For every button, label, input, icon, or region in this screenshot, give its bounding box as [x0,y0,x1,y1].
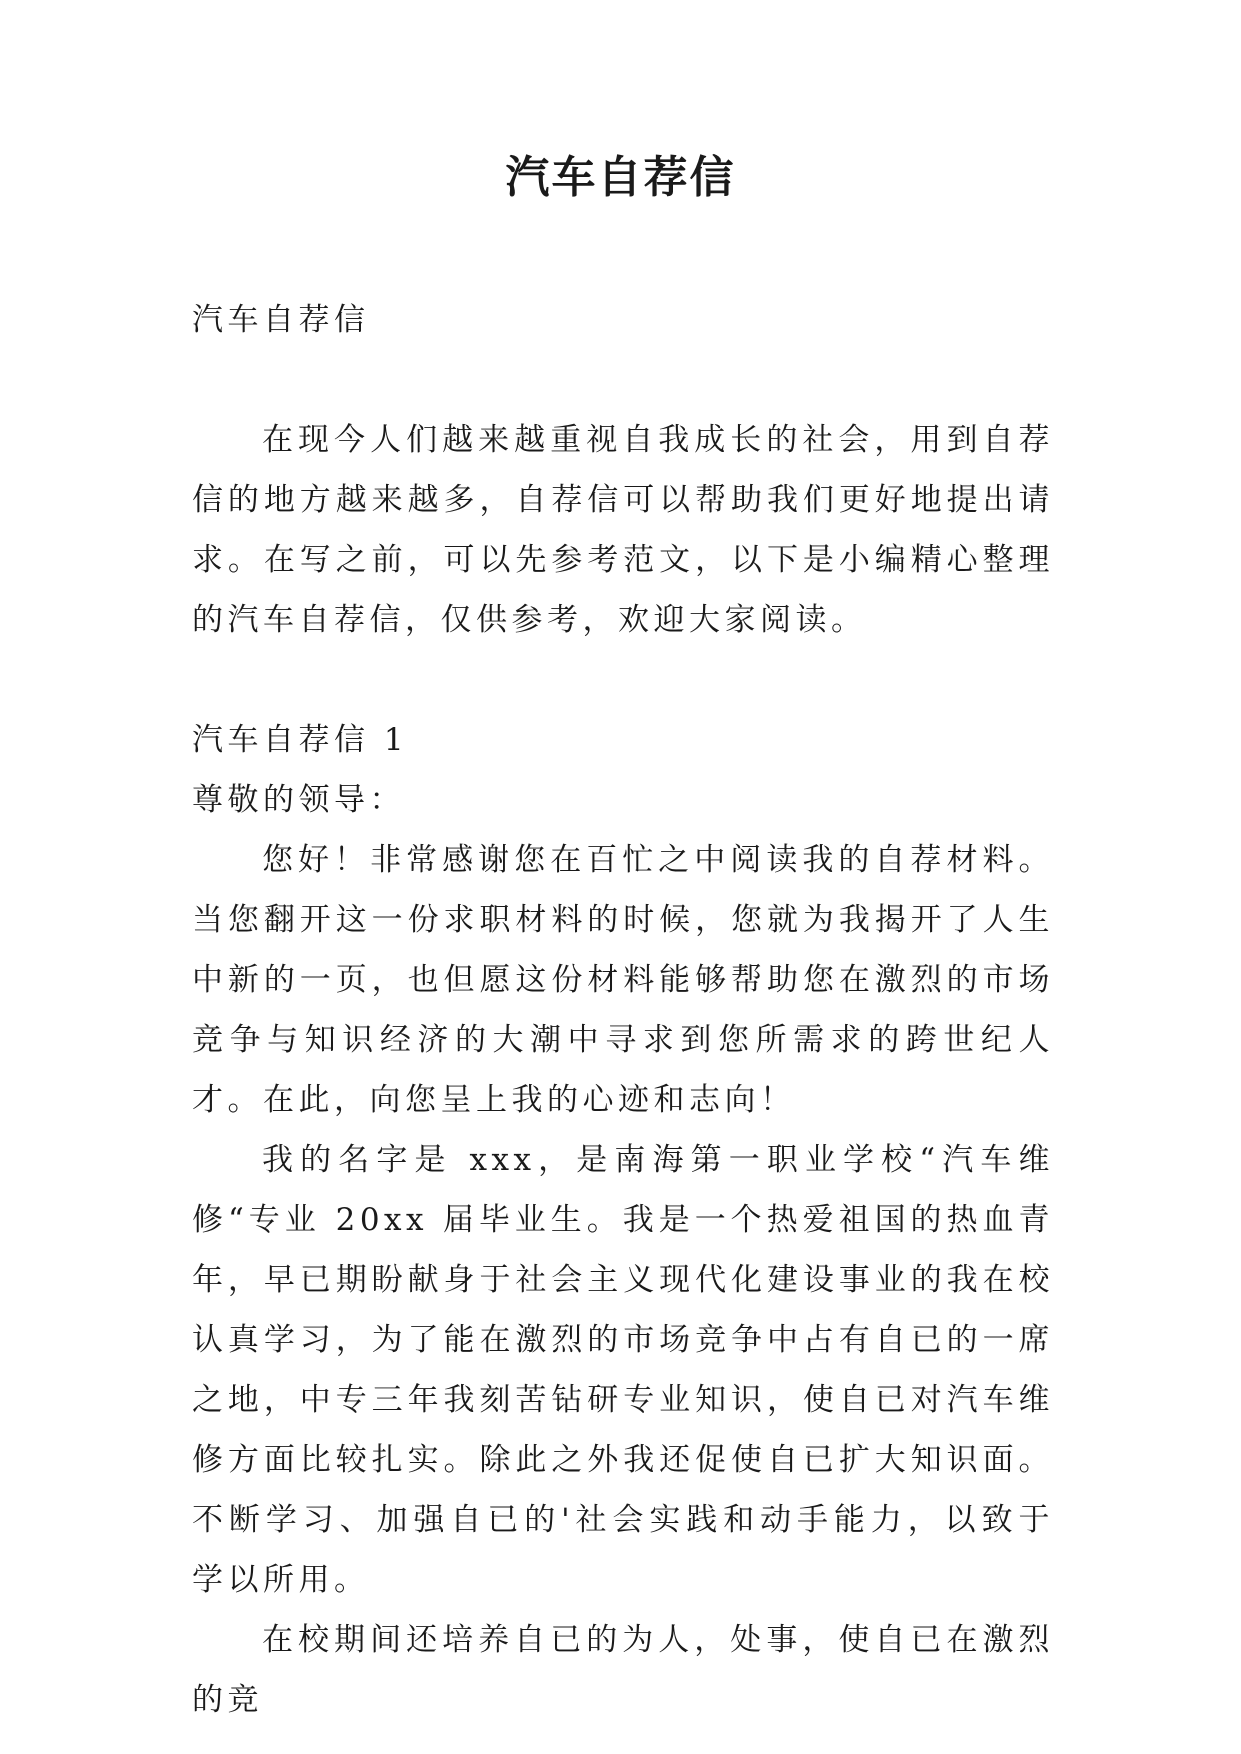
document-title: 汽车自荐信 [505,152,736,203]
body-paragraph-1: 您好！非常感谢您在百忙之中阅读我的自荐材料。当您翻开这一份求职材料的时候，您就为我揭开了人生中新的一页，也但愿这份材料能够帮助您在激烈的市场竞争与知识经济的大潮中寻求到您所需求的跨世纪人才。在此，向您呈上我的心迹和志向！ [192,842,1054,1118]
intro-paragraph: 在现今人们越来越重视自我成长的社会，用到自荐信的地方越来越多，自荐信可以帮助我们更好地提出请求。在写之前，可以先参考范文，以下是小编精心整理的汽车自荐信，仅供参考，欢迎大家阅读。 [192,422,1054,638]
document-body [192,290,1054,1730]
document-subtitle: 汽车自荐信 [192,302,370,338]
body-paragraph-3: 在校期间还培养自已的为人，处事，使自已在激烈的竞 [192,1622,1054,1718]
body-paragraph-2: 我的名字是 xxx，是南海第一职业学校“汽车维修“专业 20xx 届毕业生。我是一个热爱祖国的热血青年，早已期盼献身于社会主义现代化建设事业的我在校认真学习，为了能在激烈的市场竞争中占有自已的一席之地，中专三年我刻苦钻研专业知识，使自已对汽车维修方面比较扎实。除此之外我还促使自已扩大知识面。不断学习、加强自已的'社会实践和动手能力，以致于学以所用。 [192,1142,1054,1598]
section-heading: 汽车自荐信 1 [192,722,409,758]
salutation: 尊敬的领导： [192,782,405,818]
